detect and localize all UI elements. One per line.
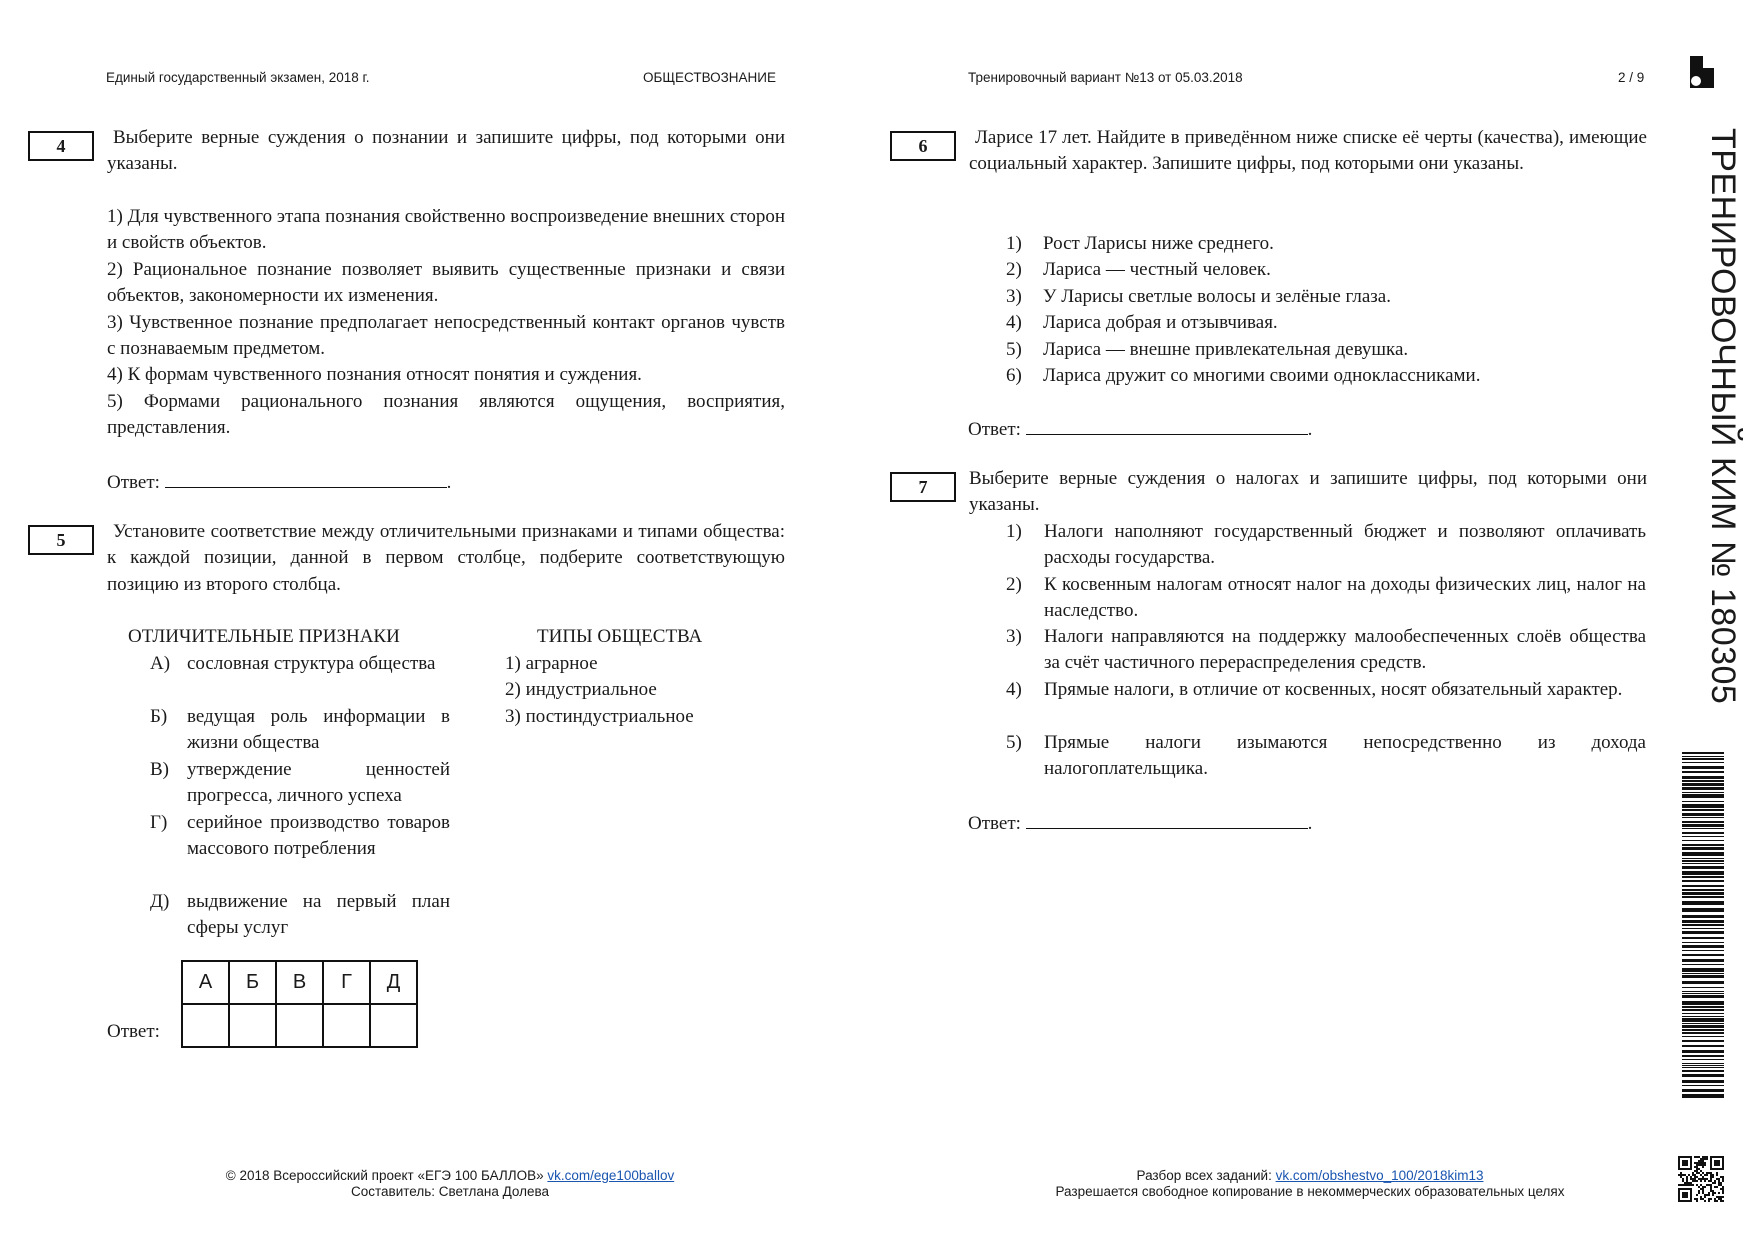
question-5-prompt: Установите соответствие между отличительными признаками и типами общества: к каждой позиции, данной в первом столбце, подберите соответствующую позицию из второго столбца. — [107, 521, 785, 595]
answer-table-header: Б — [229, 961, 276, 1004]
question-4-number: 4 — [28, 131, 94, 161]
subject-title: ОБЩЕСТВОЗНАНИЕ — [643, 70, 776, 85]
type-item: 1) аграрное — [505, 653, 598, 674]
question-4-item: 3) Чувственное познание предполагает непосредственный контакт органов чувств с познаваемым предметом. — [107, 311, 785, 360]
question-6-number: 6 — [890, 131, 956, 161]
question-4-answer: Ответ: . — [107, 469, 451, 496]
question-7-prompt: Выберите верные суждения о налогах и запишите цифры, под которыми они указаны. — [969, 468, 1647, 516]
answer-table-header: В — [276, 961, 323, 1004]
footer-right — [1000, 1168, 1620, 1200]
type-item: 2) индустриальное — [505, 679, 657, 701]
question-6-prompt: Ларисе 17 лет. Найдите в приведённом ниже списке её черты (качества), имеющие социальный характер. Запишите цифры, под которыми они указаны. — [969, 127, 1647, 175]
answer-table-header: Г — [323, 961, 370, 1004]
question-4-prompt: Выберите верные суждения о познании и запишите цифры, под которыми они указаны. — [107, 127, 785, 175]
question-4-items — [107, 204, 785, 442]
footer-left-link[interactable]: vk.com/ege100ballov — [547, 1168, 675, 1183]
answer-table — [181, 960, 418, 1048]
question-5-number: 5 — [28, 525, 94, 555]
answer-line[interactable] — [1026, 416, 1308, 435]
barcode-icon — [1682, 752, 1724, 1100]
answer-label: Ответ: — [107, 1021, 160, 1042]
type-item: 3) постиндустриальное — [505, 705, 694, 727]
exam-title: Единый государственный экзамен, 2018 г. — [106, 70, 370, 85]
answer-cell[interactable] — [182, 1004, 229, 1047]
answer-line[interactable] — [1026, 810, 1308, 829]
answer-cell[interactable] — [276, 1004, 323, 1047]
question-7-number: 7 — [890, 472, 956, 502]
variant-title: Тренировочный вариант №13 от 05.03.2018 — [968, 70, 1243, 85]
question-6-answer: Ответ: . — [968, 416, 1312, 443]
side-title: ТРЕНИРОВОЧНЫЙ КИМ № 180305 — [1704, 128, 1742, 705]
answer-label: Ответ: — [968, 813, 1021, 834]
answer-cell[interactable] — [323, 1004, 370, 1047]
corner-mark-icon — [1690, 56, 1714, 88]
qr-code-icon — [1678, 1156, 1724, 1202]
type-list — [505, 651, 694, 730]
answer-label: Ответ: — [107, 472, 160, 493]
question-4-item: 2) Рациональное познание позволяет выявить существенные признаки и связи объектов, закономерности их изменения. — [107, 258, 785, 307]
answer-table-header: Д — [370, 961, 417, 1004]
footer-license: Разрешается свободное копирование в некоммерческих образовательных целях — [1055, 1184, 1565, 1199]
footer-right-link[interactable]: vk.com/obshestvo_100/2018kim13 — [1275, 1168, 1484, 1183]
answer-label: Ответ: — [968, 419, 1021, 440]
question-4-item: 1) Для чувственного этапа познания свойственно воспроизведение внешних сторон и свойств объектов. — [107, 206, 785, 254]
answer-line[interactable] — [165, 469, 447, 488]
answer-table-header: А — [182, 961, 229, 1004]
column-2-title: ТИПЫ ОБЩЕСТВА — [537, 626, 703, 647]
answer-cell[interactable] — [370, 1004, 417, 1047]
footer-author: Составитель: Светлана Долева — [351, 1184, 549, 1199]
footer-review-label: Разбор всех заданий: — [1136, 1168, 1272, 1183]
question-4-item: 5) Формами рационального познания являются ощущения, восприятия, представления. — [107, 390, 785, 439]
question-4-item: 4) К формам чувственного познания относят понятия и суждения. — [107, 364, 642, 386]
footer-left — [150, 1168, 750, 1200]
footer-copyright: © 2018 Всероссийский проект «ЕГЭ 100 БАЛЛОВ» — [225, 1168, 544, 1183]
column-1-title: ОТЛИЧИТЕЛЬНЫЕ ПРИЗНАКИ — [128, 626, 400, 647]
question-7-answer: Ответ: . — [968, 810, 1312, 837]
answer-cell[interactable] — [229, 1004, 276, 1047]
page-number: 2 / 9 — [1618, 70, 1645, 85]
